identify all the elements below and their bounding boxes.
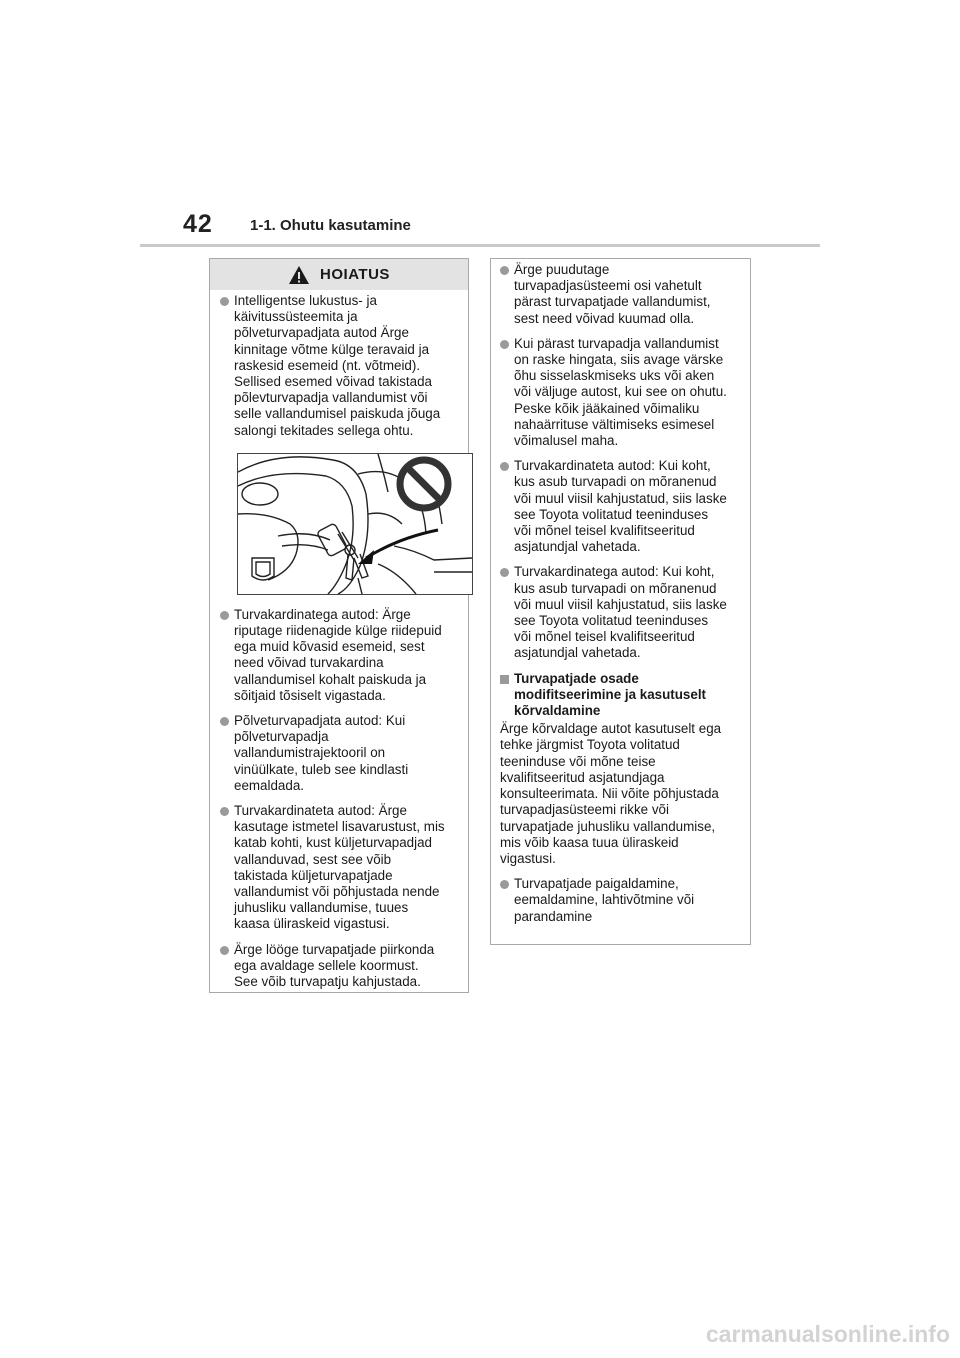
warning-item-text: Turvakardinatega autod: Ärge riputage riidenagide külge riidepuid ega muid kõvasid esemeid, sest need võivad turvakardina vallandumisel kohalt paiskuda ja sõitjaid tõsiselt vigastada. bbox=[234, 606, 442, 703]
bullet-icon bbox=[500, 568, 509, 577]
bullet-icon bbox=[220, 717, 229, 726]
warning-item bbox=[500, 262, 742, 327]
bullet-icon bbox=[220, 946, 229, 955]
warning-item bbox=[220, 293, 460, 439]
warning-item-text: Turvakardinatega autod: Kui koht, kus asub turvapadi on mõranenud või muul viisil kahjustatud, siis laske see Toyota volitatud teeninduses või mõnel teisel kvalifitseeritud asjatundjal vahetada. bbox=[514, 564, 727, 661]
warning-item-text: Turvakardinateta autod: Kui koht, kus asub turvapadi on mõranenud või muul viisil kahjustatud, siis laske see Toyota volitatud teeninduses või mõnel teisel kvalifitseeritud asjatundjal vahetada. bbox=[514, 458, 727, 555]
warning-header bbox=[210, 259, 468, 290]
bullet-icon bbox=[220, 611, 229, 620]
bullet-icon bbox=[220, 297, 229, 306]
warning-item-text: Kui pärast turvapadja vallandumist on raske hingata, siis avage värske õhu sisselaskmiseks uks või aken või väljuge autost, kui see on ohutu. Peske kõik jääkained võimaliku nahaärrituse vältimiseks esimesel võimalusel maha. bbox=[514, 335, 727, 449]
warning-item bbox=[500, 564, 742, 661]
square-bullet-icon bbox=[500, 675, 509, 684]
section-title: 1-1. Ohutu kasutamine bbox=[250, 217, 411, 234]
warning-item bbox=[500, 336, 742, 449]
warning-box bbox=[209, 258, 469, 993]
warning-item-text: Turvapatjade paigaldamine, eemaldamine, lahtivõtmine või parandamine bbox=[514, 876, 695, 924]
warning-content bbox=[210, 290, 468, 990]
warning-item-text: Ärge puudutage turvapadjasüsteemi osi vahetult pärast turvapatjade vallandumist, sest need võivad kuumad olla. bbox=[514, 262, 711, 326]
watermark: carmanualsonline.info bbox=[705, 1321, 950, 1347]
warning-box-continued bbox=[490, 258, 751, 945]
body-paragraph: Ärge kõrvaldage autot kasutuselt ega tehke järgmist Toyota volitatud teeninduse või mõne teise kvalifitseeritud asjatundjaga konsulteerimata. Nii võite põhjustada turvapadjasüsteemi rikke või turvapatjade juhusliku vallandumise, mis võib kaasa tuua üliraskeid vigastusi. bbox=[500, 721, 722, 866]
bullet-icon bbox=[220, 807, 229, 816]
bullet-icon bbox=[500, 880, 509, 889]
subheading bbox=[500, 671, 742, 720]
bullet-icon bbox=[500, 462, 509, 471]
bullet-icon bbox=[500, 266, 509, 275]
warning-item bbox=[220, 607, 460, 704]
page-number: 42 bbox=[183, 210, 213, 238]
subheading-text: Turvapatjade osade modifitseerimine ja kasutuselt kõrvaldamine bbox=[514, 670, 706, 719]
warning-item-text: Intelligentse lukustus- ja käivitussüsteemita ja põlveturvapadjata autod Ärge kinnitage võtme külge teravaid ja raskesid esemeid (nt. võtmeid). Sellised esemed võivad takistada põlevturvapadja vallandumist või selle vallandumisel paiskuda jõuga salongi tekitades sellega ohtu. bbox=[234, 293, 441, 438]
warning-item-text: Turvakardinateta autod: Ärge kasutage istmetel lisavarustust, mis katab kohti, kust küljeturvapadjad vallanduvad, sest see võib takistada küljeturvapatjade vallandumist või põhjustada nende juhusliku vallandumise, tuues kaasa üliraskeid vigastusi. bbox=[234, 803, 445, 932]
warning-item-text: Ärge lööge turvapatjade piirkonda ega avaldage sellele koormust. See võib turvapatju kahjustada. bbox=[234, 941, 435, 990]
header-rule bbox=[140, 244, 820, 247]
warning-item bbox=[500, 876, 742, 925]
warning-item bbox=[500, 458, 742, 555]
warning-item bbox=[220, 942, 460, 991]
warning-content-continued bbox=[491, 259, 750, 925]
warning-item-text: Põlveturvapadjata autod: Kui põlveturvapadja vallandumistrajektooril on vinüülkate, tuleb see kindlasti eemaldada. bbox=[234, 713, 409, 793]
warning-item bbox=[220, 713, 460, 794]
warning-item bbox=[220, 803, 460, 933]
warning-triangle-icon bbox=[288, 265, 310, 285]
warning-title: HOIATUS bbox=[320, 266, 390, 283]
key-illustration bbox=[237, 453, 473, 595]
steering-column-key-drawing bbox=[238, 454, 472, 594]
bullet-icon bbox=[500, 340, 509, 349]
